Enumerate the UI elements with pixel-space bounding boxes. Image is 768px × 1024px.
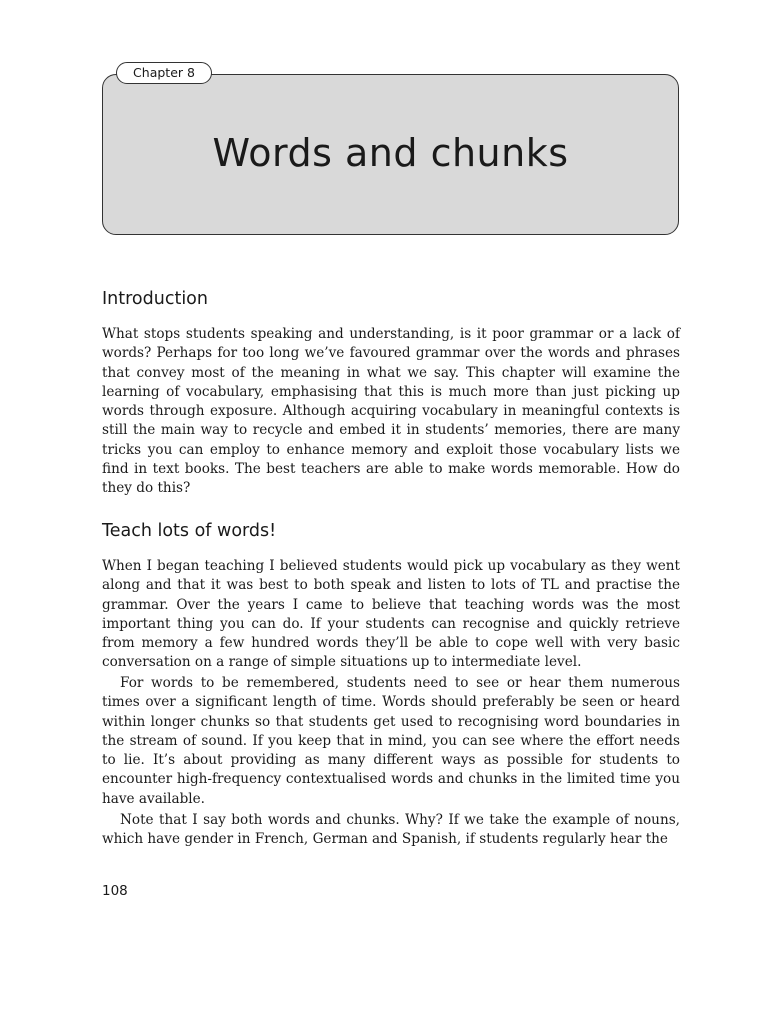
section-heading-introduction: Introduction	[102, 289, 208, 309]
chapter-label: Chapter 8	[116, 62, 212, 84]
paragraph-teach-1: When I began teaching I believed students would pick up vocabulary as they went along and that it was best to both speak and listen to lots of TL and practise the grammar. Over the years I came to believe that teaching words was the most important thing you can do. If your students can recognise and quickly retrieve from memory a few hundred words they’ll be able to cope well with very basic conversation on a range of simple situations up to intermediate level.	[102, 558, 680, 671]
page-number: 108	[102, 883, 128, 899]
paragraph-teach-3: Note that I say both words and chunks. Why? If we take the example of nouns, which have gender in French, German and Spanish, if students regularly hear the	[102, 812, 680, 848]
paragraph-introduction: What stops students speaking and understanding, is it poor grammar or a lack of words? Perhaps for too long we’ve favoured grammar over the words and phrases that convey most of the meaning in what we say. This chapter will examine the learning of vocabulary, emphasising that this is much more than just picking up words through exposure. Although acquiring vocabulary in meaningful contexts is still the main way to recycle and embed it in students’ memories, there are many tricks you can employ to enhance memory and exploit those vocabulary lists we find in text books. The best teachers are able to make words memorable. How do they do this?	[102, 326, 680, 497]
chapter-title: Words and chunks	[212, 131, 569, 175]
paragraph-teach-2: For words to be remembered, students need to see or hear them numerous times over a significant length of time. Words should preferably be seen or heard within longer chunks so that students get used to recognising word boundaries in the stream of sound. If you keep that in mind, you can see where the effort needs to lie. It’s about providing as many different ways as possible for students to encounter high-frequency contextualised words and chunks in the limited time you have available.	[102, 675, 680, 807]
section-heading-teach-lots-of-words: Teach lots of words!	[102, 521, 277, 541]
